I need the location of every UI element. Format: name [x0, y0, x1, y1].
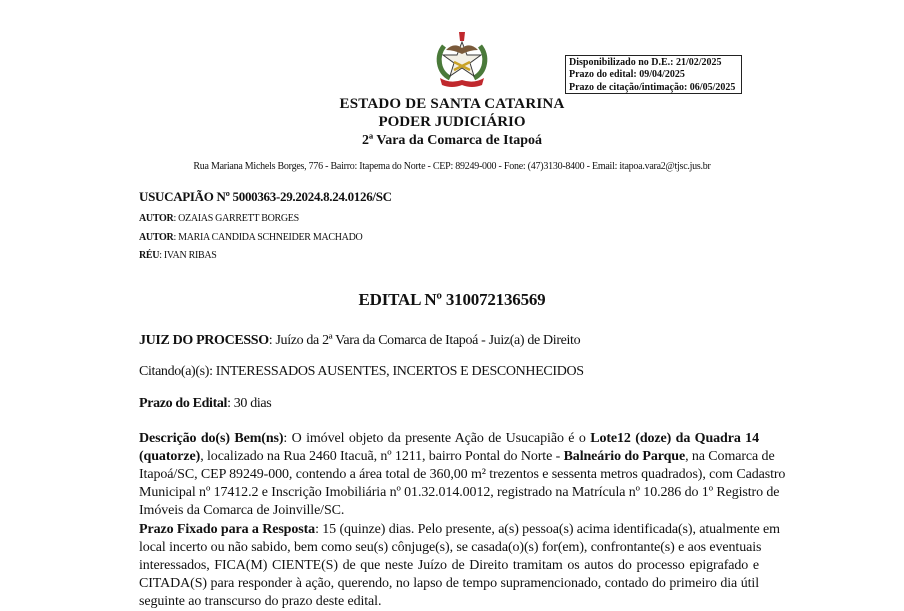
descricao-text: , na Comarca de — [685, 449, 775, 464]
party-author-2 — [139, 232, 362, 243]
descricao-bens-paragraph — [139, 430, 786, 520]
party-role: AUTOR — [139, 232, 174, 243]
balneario-name: Balneário do Parque — [563, 449, 686, 464]
court-heading: 2ª Vara da Comarca de Itapoá — [361, 133, 543, 148]
resposta-text: interessados, FICA(M) CIENTE(S) de que neste Juízo de Direito tramitam os autos do processo epigrafado e — [139, 558, 759, 573]
resposta-text: : 15 (quinze) dias. Pelo presente, a(s) pessoa(s) acima identificada(s), atualmente em — [315, 522, 780, 537]
citando-line: Citando(a)(s): INTERESSADOS AUSENTES, INCERTOS E DESCONHECIDOS — [139, 364, 584, 379]
prazo-citacao-date: Prazo de citação/intimação: 06/05/2025 — [569, 81, 736, 93]
party-author-1 — [139, 213, 299, 224]
prazo-resposta-paragraph — [139, 521, 780, 611]
juiz-value: : Juízo da 2ª Vara da Comarca de Itapoá - Juiz(a) de Direito — [268, 333, 581, 348]
court-address: Rua Mariana Michels Borges, 776 - Bairro: Itapema do Norte - CEP: 89249-000 - Fone: (47)3130-8400 - Email: itapoa.vara2@tjsc.jus.br — [193, 161, 711, 172]
party-name: : MARIA CANDIDA SCHNEIDER MACHADO — [173, 232, 363, 243]
prazo-label: Prazo do Edital — [139, 396, 228, 411]
party-name: : IVAN RIBAS — [159, 250, 217, 261]
descricao-text: Itapoá/SC, CEP 89249-000, contendo a área total de 360,00 m² trezentos e sessenta metros quadrados), com Cadastro — [139, 467, 786, 482]
descricao-text: Imóveis da Comarca de Joinville/SC. — [139, 503, 345, 518]
lote-quadra: Lote12 (doze) da Quadra 14 — [590, 431, 759, 446]
resposta-label: Prazo Fixado para a Resposta — [139, 522, 316, 537]
descricao-text: , localizado na Rua 2460 Itacuã, nº 1211, bairro Pontal do Norte - — [200, 449, 564, 464]
prazo-edital-date: Prazo do edital: 09/04/2025 — [569, 69, 685, 81]
edital-title: EDITAL Nº 310072136569 — [358, 290, 546, 309]
resposta-text: CITADA(S) para responder à ação, querendo, no lapso de tempo supramencionado, contado do primeiro dia útil — [139, 576, 759, 591]
quadra-number: (quatorze) — [139, 449, 201, 464]
prazo-do-edital — [139, 396, 271, 412]
state-heading: ESTADO DE SANTA CATARINA — [339, 96, 565, 112]
branch-heading: PODER JUDICIÁRIO — [378, 114, 526, 130]
party-defendant — [139, 250, 217, 261]
juiz-do-processo — [139, 333, 580, 349]
juiz-label: JUIZ DO PROCESSO — [139, 333, 269, 348]
publication-dates-box — [565, 55, 742, 94]
disponibilizado-date: Disponibilizado no D.E.: 21/02/2025 — [569, 57, 722, 68]
resposta-text: seguinte ao transcurso do prazo deste edital. — [139, 594, 382, 609]
party-name: : OZAIAS GARRETT BORGES — [173, 213, 299, 224]
descricao-label: Descrição do(s) Bem(ns) — [139, 431, 284, 446]
descricao-text: Municipal nº 17412.2 e Inscrição Imobiliária nº 01.32.014.0012, registrado na Matrícula nº 10.286 do 1º Registro de — [139, 485, 780, 500]
santa-catarina-coat-of-arms-icon — [432, 28, 492, 90]
resposta-text: local incerto ou não sabido, bem como seu(s) cônjuge(s), se casada(o)(s) for(em), confrontante(s) e aos eventuais — [139, 540, 762, 555]
descricao-text: : O imóvel objeto da presente Ação de Usucapião é o — [283, 431, 591, 446]
case-number: USUCAPIÃO Nº 5000363-29.2024.8.24.0126/SC — [139, 189, 392, 204]
party-role: AUTOR — [139, 213, 174, 224]
prazo-value: : 30 dias — [227, 396, 272, 411]
party-role: RÉU — [139, 250, 160, 261]
